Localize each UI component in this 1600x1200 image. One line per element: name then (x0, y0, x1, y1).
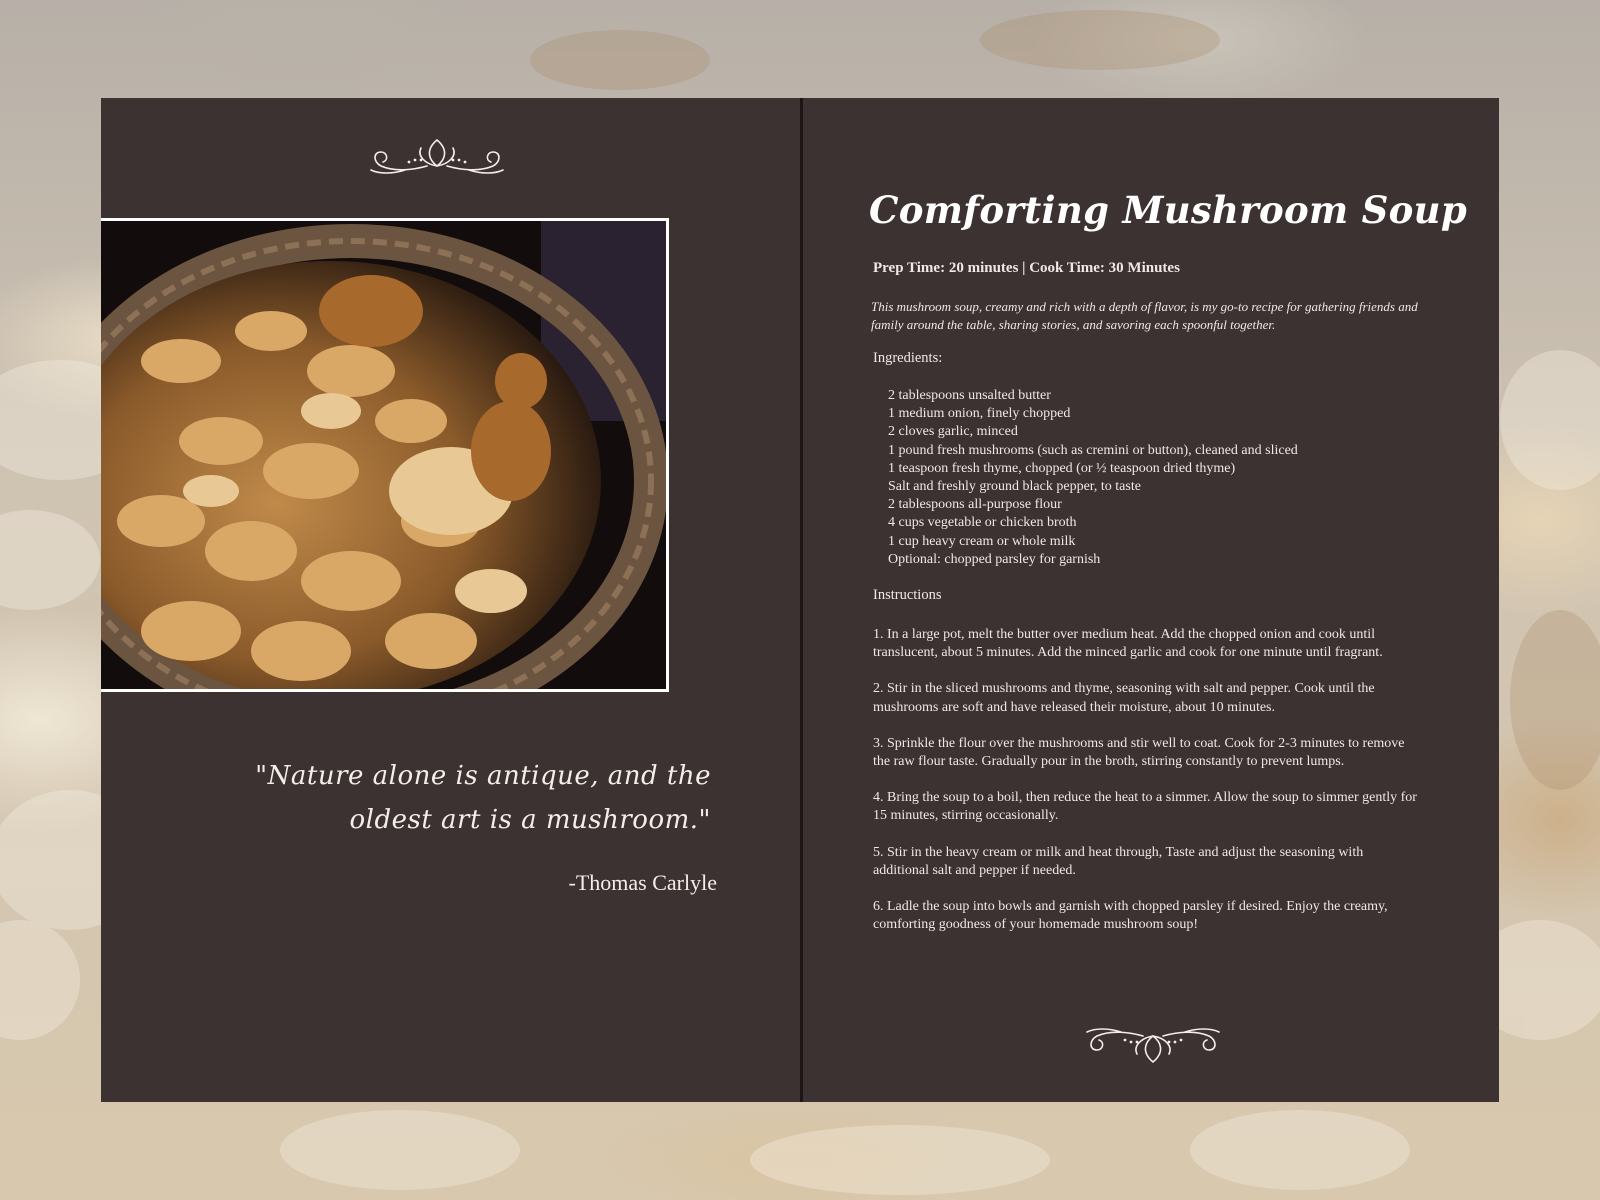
instruction-step: 3. Sprinkle the flour over the mushrooms and stir well to coat. Cook for 2-3 minutes to remove the raw flour taste. Gradually pour in the broth, stirring constantly to prevent lumps. (873, 735, 1405, 770)
mushroom-photo-frame (101, 218, 669, 692)
mushroom-basket-photo (101, 221, 666, 689)
ingredient-item: 1 teaspoon fresh thyme, chopped (or ½ teaspoon dried thyme) (888, 460, 1236, 476)
instructions-heading: Instructions (873, 587, 942, 603)
ingredient-item: 2 cloves garlic, minced (888, 424, 1018, 440)
ingredient-item: 1 pound fresh mushrooms (such as cremini or button), cleaned and sliced (888, 442, 1298, 458)
recipe-title: Comforting Mushroom Soup (869, 188, 1468, 232)
instruction-step: 5. Stir in the heavy cream or milk and heat through, Taste and adjust the seasoning with additional salt and pepper if needed. (873, 844, 1364, 878)
quote-author: -Thomas Carlyle (568, 870, 717, 895)
instructions-list (873, 626, 1418, 952)
ingredient-item: 2 tablespoons all-purpose flour (888, 497, 1062, 513)
ingredient-item: 1 cup heavy cream or whole milk (888, 533, 1076, 549)
recipe-spread (101, 98, 1499, 1102)
instruction-step: 4. Bring the soup to a boil, then reduce the heat to a simmer. Allow the soup to simmer gently for 15 minutes, stirring occasionally. (873, 790, 1417, 824)
ingredient-item: Salt and freshly ground black pepper, to taste (888, 479, 1141, 495)
ingredients-list (888, 387, 1298, 569)
quote-text: "Nature alone is antique, and the oldest art is a mushroom." (255, 761, 711, 835)
ingredients-heading: Ingredients: (873, 350, 943, 366)
flourish-ornament-icon (365, 136, 509, 176)
instruction-step: 6. Ladle the soup into bowls and garnish with chopped parsley if desired. Enjoy the creamy, comforting goodness of your homemade mushroom soup! (873, 899, 1388, 933)
instruction-step: 2. Stir in the sliced mushrooms and thyme, seasoning with salt and pepper. Cook until the mushrooms are soft and have released their moisture, about 10 minutes. (873, 681, 1375, 715)
recipe-intro: This mushroom soup, creamy and rich with a depth of flavor, is my go-to recipe for gathering friends and family around the table, sharing stories, and savoring each spoonful together. (871, 299, 1418, 332)
flourish-ornament-icon (1081, 1026, 1225, 1066)
instruction-step: 1. In a large pot, melt the butter over medium heat. Add the chopped onion and cook until translucent, about 5 minutes. Add the minced garlic and cook for one minute until fragrant. (873, 627, 1383, 661)
prep-cook-time: Prep Time: 20 minutes | Cook Time: 30 Minutes (873, 260, 1180, 276)
ingredient-item: Optional: chopped parsley for garnish (888, 551, 1101, 567)
ingredient-item: 4 cups vegetable or chicken broth (888, 515, 1077, 531)
book-spine (800, 98, 803, 1102)
ingredient-item: 1 medium onion, finely chopped (888, 406, 1071, 422)
ingredient-item: 2 tablespoons unsalted butter (888, 388, 1051, 403)
